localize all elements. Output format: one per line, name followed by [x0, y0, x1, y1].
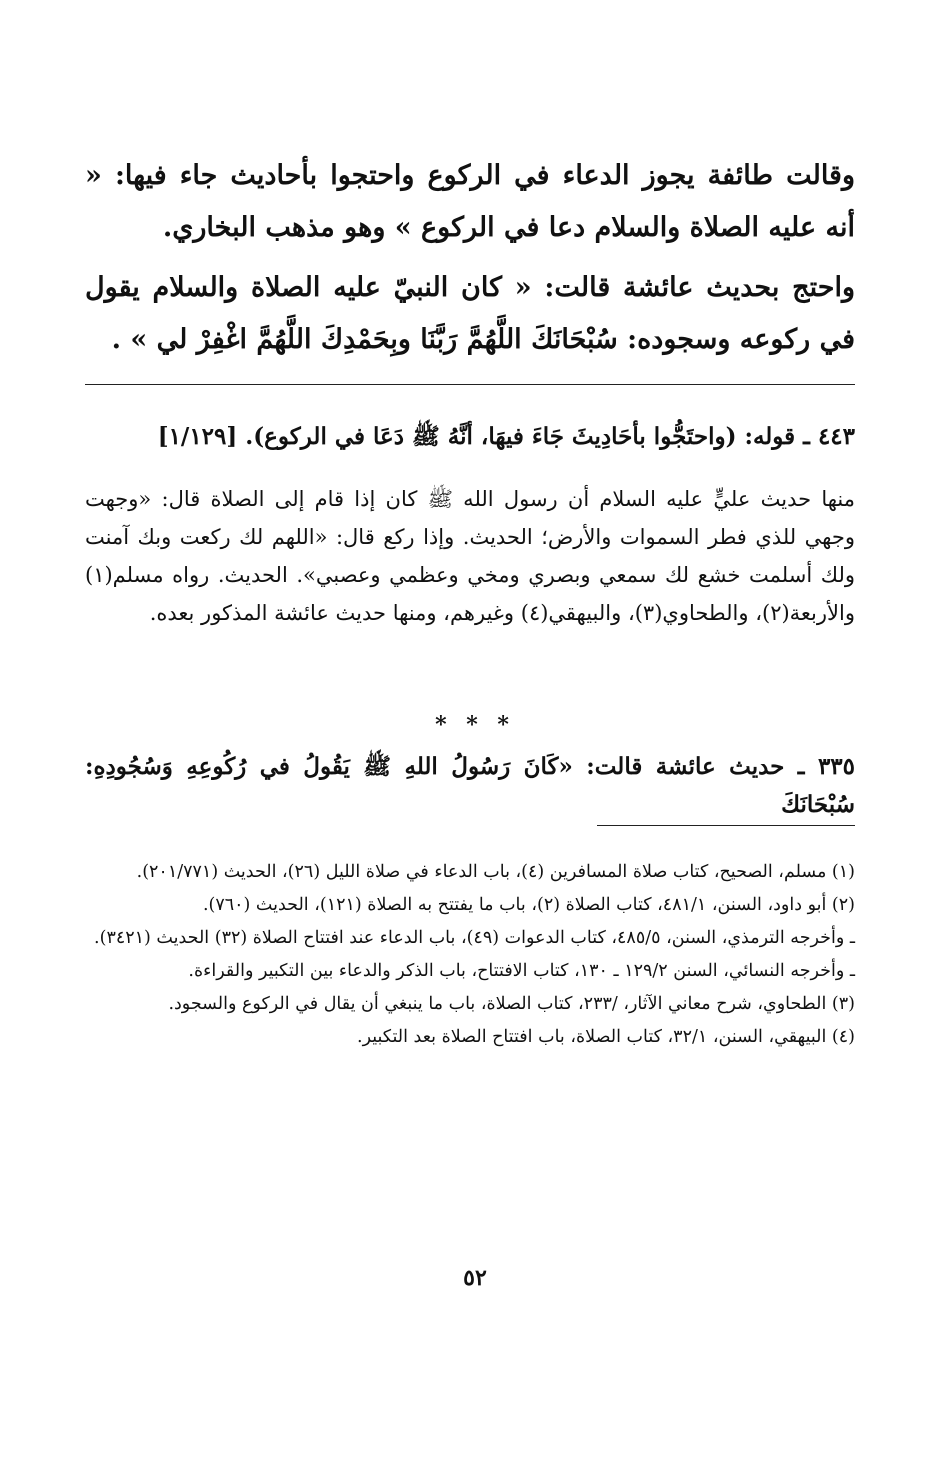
commentary-443-body: منها حديث عليٍّ عليه السلام أن رسول الله ﷺ كان إذا قام إلى الصلاة قال: «وجهت وجهي للذي فطر السموات والأرض؛ الحديث. وإذا ركع قال: «اللهم لك ركعت وبك آمنت ولك أسلمت خشع لك سمعي وبصري ومخي وعظمي وعصبي». الحديث. رواه مسلم(١) والأربعة(٢)، والطحاوي(٣)، والبيهقي(٤) وغيرهم، ومنها حديث عائشة المذكور بعده.	[85, 487, 855, 625]
commentary-335-heading: ٣٣٥ ـ حديث عائشة قالت: «كَانَ رَسُولُ اللهِ ﷺ يَقُولُ في رُكُوعِهِ وَسُجُودِهِ: سُبْحَانَكَ	[85, 753, 855, 818]
footnote-1: (١) مسلم، الصحيح، كتاب صلاة المسافرين (٤)، باب الدعاء في صلاة الليل (٢٦)، الحديث (٢٠١/٧٧١).	[136, 862, 855, 882]
footnotes	[85, 856, 855, 1054]
section-separator-stars: * * *	[435, 712, 515, 738]
footnote-divider	[597, 825, 855, 826]
footnote-2: (٢) أبو داود، السنن، ٤٨١/١، كتاب الصلاة (٢)، باب ما يفتتح به الصلاة (١٢١)، الحديث (٧٦٠).	[202, 895, 855, 915]
footnote-2-tirmidhi: ـ وأخرجه الترمذي، السنن، ٤٨٥/٥، كتاب الدعوات (٤٩)، باب الدعاء عند افتتاح الصلاة (٣٢) الحديث (٣٤٢١).	[94, 928, 855, 948]
main-paragraph-1: وقالت طائفة يجوز الدعاء في الركوع واحتجوا بأحاديث جاء فيها: « أنه عليه الصلاة والسلام دعا في الركوع » وهو مذهب البخاري.	[85, 160, 855, 243]
section-divider	[85, 384, 855, 385]
footnote-2-nasai: ـ وأخرجه النسائي، السنن ١٢٩/٢ ـ ١٣٠، كتاب الافتتاح، باب الذكر والدعاء بين التكبير والقراءة.	[188, 961, 855, 981]
footnote-4: (٤) البيهقي، السنن، ٣٢/١، كتاب الصلاة، باب افتتاح الصلاة بعد التكبير.	[357, 1027, 855, 1047]
footnote-3: (٣) الطحاوي، شرح معاني الآثار، /٢٣٣، كتاب الصلاة، باب ما ينبغي أن يقال في الركوع والسجود.	[168, 994, 855, 1014]
page-number: ٥٢	[463, 1265, 487, 1291]
main-paragraph-2: واحتج بحديث عائشة قالت: « كان النبيّ عليه الصلاة والسلام يقول في ركوعه وسجوده: سُبْحَانَكَ اللَّهُمَّ رَبَّنَا وبِحَمْدِكَ اللَّهُمَّ اغْفِرْ لي » .	[85, 272, 855, 355]
commentary-443-heading: ٤٤٣ ـ قوله: (واحتَجُّوا بأحَادِيثَ جَاءَ فيهَا، أنَّهُ ﷺ دَعَا في الركوع). [١/١٢٩]	[157, 423, 855, 450]
